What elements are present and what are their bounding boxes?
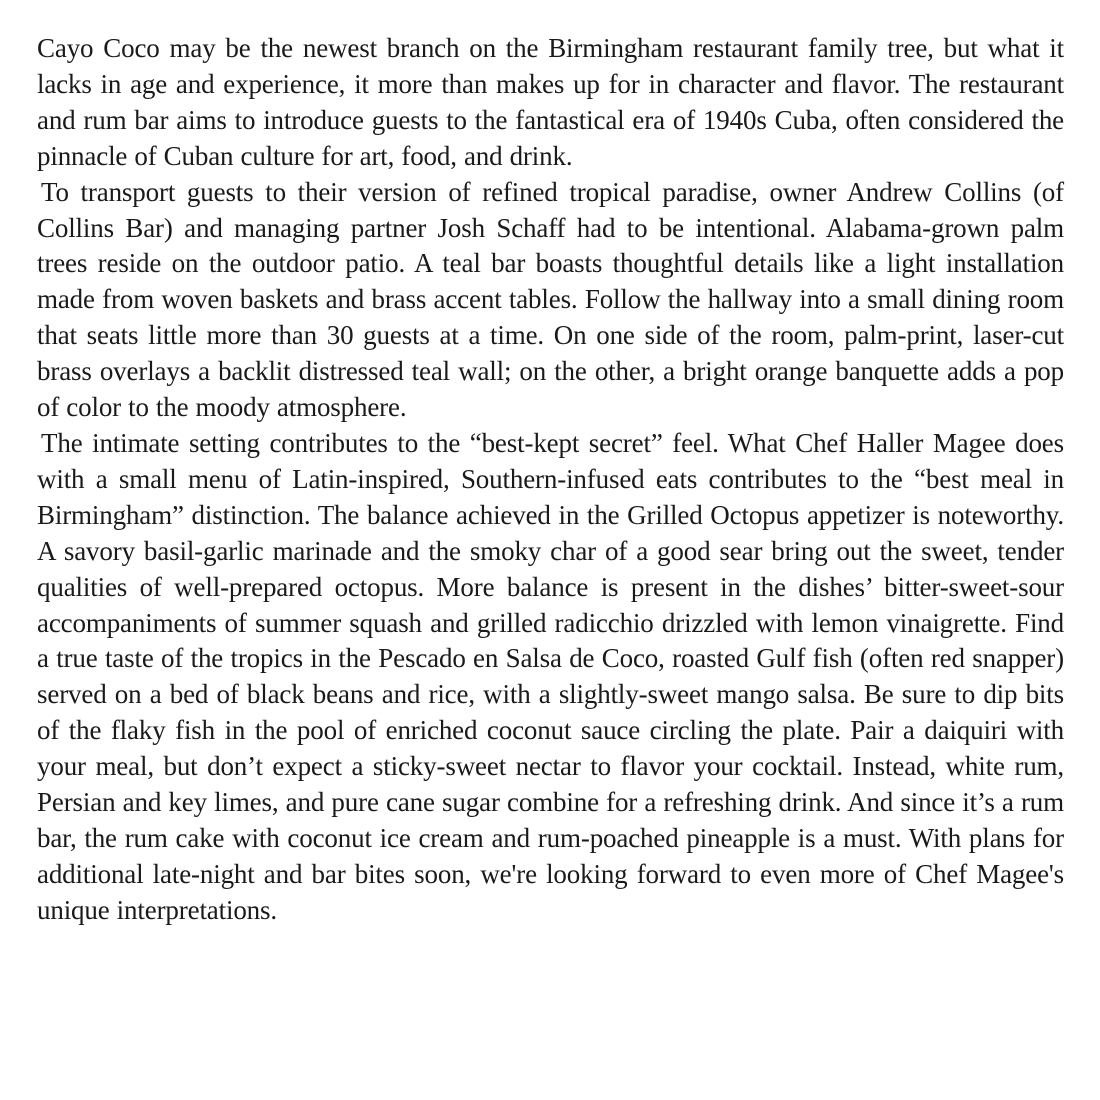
paragraph-menu: The intimate setting contributes to the “best-kept secret” feel. What Chef Haller Magee does with a small menu of Latin-inspired, Southern-infused eats contributes to the “best meal in Birmingham” distinction. The balance achieved in the Grilled Octopus appetizer is noteworthy. A savory basil-garlic marinade and the smoky char of a good sear bring out the sweet, tender qualities of well-prepared octopus. More balance is present in the dishes’ bitter-sweet-sour accompaniments of summer squash and grilled radicchio drizzled with lemon vinaigrette. Find a true taste of the tropics in the Pescado en Salsa de Coco, roasted Gulf fish (often red snapper) served on a bed of black beans and rice, with a slightly-sweet mango salsa. Be sure to dip bits of the flaky fish in the pool of enriched coconut sauce circling the plate. Pair a daiquiri with your meal, but don’t expect a sticky-sweet nectar to flavor your cocktail. Instead, white rum, Persian and key limes, and pure cane sugar combine for a refreshing drink. And since it’s a rum bar, the rum cake with coconut ice cream and rum-poached pineapple is a must. With plans for additional late-night and bar bites soon, we're looking forward to even more of Chef Magee's unique interpretations.	[37, 427, 1064, 925]
article-body	[37, 31, 1064, 929]
paragraph-interior: To transport guests to their version of refined tropical paradise, owner Andrew Collins (of Collins Bar) and managing partner Josh Schaff had to be intentional. Alabama-grown palm trees reside on the outdoor patio. A teal bar boasts thoughtful details like a light installation made from woven baskets and brass accent tables. Follow the hallway into a small dining room that seats little more than 30 guests at a time. On one side of the room, palm-print, laser-cut brass overlays a backlit distressed teal wall; on the other, a bright orange banquette adds a pop of color to the moody atmosphere.	[37, 176, 1064, 423]
paragraph-intro: Cayo Coco may be the newest branch on the Birmingham restaurant family tree, but what it lacks in age and experience, it more than makes up for in character and flavor. The restaurant and rum bar aims to introduce guests to the fantastical era of 1940s Cuba, often considered the pinnacle of Cuban culture for art, food, and drink.	[37, 33, 1064, 171]
